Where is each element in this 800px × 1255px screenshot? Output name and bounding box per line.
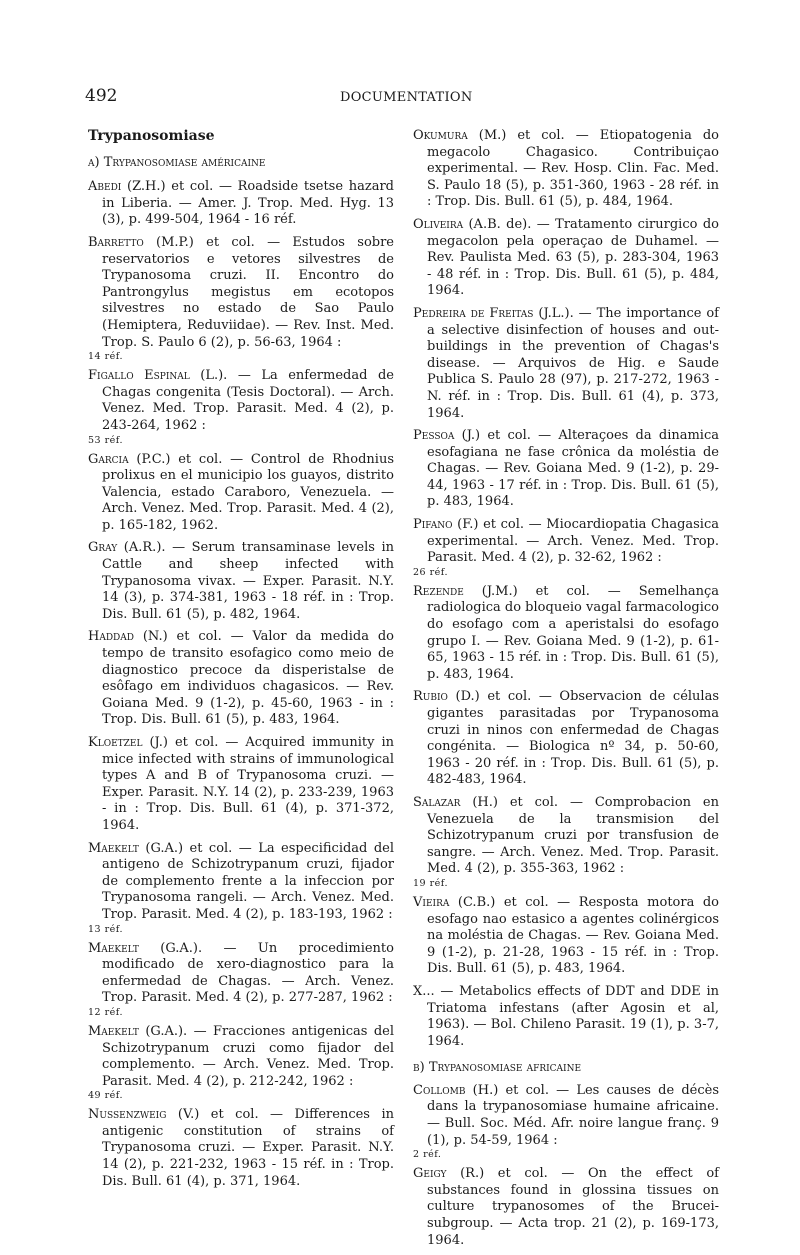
entry-refs: 26 réf.: [413, 566, 448, 578]
bibliography-entry: [413, 428, 719, 511]
bibliography-entry: [413, 895, 719, 978]
entry-text: (C.B.) et col. — Resposta motora do esofago nao estasico a agentes colinérgicos na moléstia de Chagas. — Rev. Goiana Med. 9 (1-2), p. 21-28, 1963 - 15 réf. in : Trop. Dis. Bull. 61 (5), p. 483, 1964.: [427, 894, 719, 977]
entry-author: Gray: [88, 540, 118, 556]
bibliography-entry: [88, 540, 394, 623]
section-title: Trypanosomiase: [88, 128, 215, 144]
entry-author: Barretto: [88, 234, 144, 250]
entry-author: Maekelt: [88, 940, 139, 956]
entry-text: (F.) et col. — Miocardiopatia Chagasica experimental. — Arch. Venez. Med. Trop. Parasit. Med. 4 (2), p. 32-62, 1962 :: [427, 517, 719, 566]
right-entries-b: [413, 1083, 719, 1249]
entry-author: Vieira: [413, 894, 450, 910]
entry-author: Pifano: [413, 517, 453, 533]
entry-text: (J.L.). — The importance of a selective disinfection of houses and out-buildings in the prevention of Chagas's disease. — Arquivos de Hig. e Saude Publica S. Paulo 28 (97), p. 217-272, 1963 - N. réf. in : Trop. Dis. Bull. 61 (4), p. 373, 1964.: [427, 305, 719, 421]
entry-author: Maekelt: [88, 840, 139, 856]
entry-text: (J.) et col. — Acquired immunity in mice infected with strains of immunological types A and B of Trypanosoma cruzi. — Exper. Parasit. N.Y. 14 (2), p. 233-239, 1963 - in : Trop. Dis. Bull. 61 (4), p. 371-372, 1964.: [102, 735, 394, 833]
entry-refs: 53 réf.: [88, 434, 123, 446]
bibliography-entry: [88, 941, 394, 1018]
entry-author: Maekelt: [88, 1023, 139, 1039]
entry-author: Figallo Espinal: [88, 368, 190, 384]
entry-author: Nussenzweig: [88, 1107, 167, 1123]
bibliography-entry: [88, 235, 394, 362]
entry-text: (A.B. de). — Tratamento cirurgico do megacolon pela operaçao de Duhamel. — Rev. Paulista Med. 63 (5), p. 283-304, 1963 - 48 réf. in : Trop. Dis. Bull. 61 (5), p. 484, 1964.: [427, 216, 719, 299]
entry-author: Salazar: [413, 794, 461, 810]
bibliography-entry: [413, 128, 719, 211]
entry-text: (V.) et col. — Differences in antigenic constitution of strains of Trypanosoma cruzi. — Exper. Parasit. N.Y. 14 (2), p. 221-232, 1963 - 15 réf. in : Trop. Dis. Bull. 61 (4), p. 371, 1964.: [102, 1107, 394, 1189]
entry-refs: 49 réf.: [88, 1090, 123, 1102]
entry-author: Rubio: [413, 689, 448, 705]
running-head: DOCUMENTATION: [340, 90, 473, 105]
bibliography-entry: [88, 368, 394, 445]
entry-author: Haddad: [88, 629, 134, 645]
left-entries: [88, 179, 394, 1190]
entry-refs: 19 réf.: [413, 877, 448, 889]
page-number: 492: [85, 86, 118, 106]
subsection-a-heading: a) Trypanosomiase américaine: [88, 154, 266, 170]
entry-text: (J.M.) et col. — Semelhança radiologica do bloqueio vagal farmacologico do esofago com a aperistalsi do esofago grupo I. — Rev. Goiana Med. 9 (1-2), p. 61-65, 1963 - 15 réf. in : Trop. Dis. Bull. 61 (5), p. 483, 1964.: [427, 583, 719, 682]
entry-text: (M.) et col. — Etiopatogenia do megacolo Chagasico. Contribuiçao experimental. — Rev. Hosp. Clin. Fac. Med. S. Paulo 18 (5), p. 351-360, 1963 - 28 réf. in : Trop. Dis. Bull. 61 (5), p. 484, 1964.: [427, 128, 719, 210]
subsection-b-heading: b) Trypanosomiase africaine: [413, 1060, 582, 1076]
bibliography-entry: [413, 584, 719, 684]
bibliography-entry: [413, 1083, 719, 1160]
bibliography-entry: [88, 629, 394, 729]
entry-text: (H.) et col. — Comprobacion en Venezuela de la transmision del Schizotrypanum cruzi por transfusion de sangre. — Arch. Venez. Med. Trop. Parasit. Med. 4 (2), p. 355-363, 1962 :: [427, 794, 719, 877]
bibliography-entry: [413, 1166, 719, 1249]
entry-text: (H.) et col. — Les causes de décès dans la trypanosomiase humaine africaine. — Bull. Soc. Méd. Afr. noire langue franç. 9 (1), p. 54-59, 1964 :: [427, 1082, 719, 1148]
entry-text: (J.) et col. — Alteraçoes da dinamica esofagiana ne fase crônica da moléstia de Chagas. — Rev. Goiana Med. 9 (1-2), p. 29-44, 1963 - 17 réf. in : Trop. Dis. Bull. 61 (5), p. 483, 1964.: [427, 428, 719, 510]
left-column: [88, 128, 394, 1196]
entry-author: Rezende: [413, 583, 464, 599]
entry-refs: 2 réf.: [413, 1149, 442, 1161]
bibliography-entry: [413, 306, 719, 422]
entry-author: Okumura: [413, 128, 468, 143]
entry-text: (A.R.). — Serum transaminase levels in Cattle and sheep infected with Trypanosoma vivax. — Exper. Parasit. N.Y. 14 (3), p. 374-381, 1963 - 18 réf. in : Trop. Dis. Bull. 61 (5), p. 482, 1964.: [102, 540, 394, 622]
entry-text: (G.A.). — Fracciones antigenicas del Schizotrypanum cruzi como fijador del complemento. — Arch. Venez. Med. Trop. Parasit. Med. 4 (2), p. 212-242, 1962 :: [102, 1023, 394, 1089]
entry-text: (G.A.) et col. — La especificidad del antigeno de Schizotrypanum cruzi, fijador de complemento frente a la infeccion por Trypanosoma rangeli. — Arch. Venez. Med. Trop. Parasit. Med. 4 (2), p. 183-193, 1962 :: [102, 840, 394, 922]
bibliography-entry: [88, 1024, 394, 1101]
entry-text: — Metabolics effects of DDT and DDE in Triatoma infestans (after Agosin et al, 1963). — Bol. Chileno Parasit. 19 (1), p. 3-7, 1964.: [427, 983, 719, 1049]
bibliography-entry: [88, 1107, 394, 1190]
entry-author: Pedreira de Freitas: [413, 305, 534, 321]
bibliography-entry: [88, 841, 394, 935]
entry-author: Geigy: [413, 1166, 447, 1182]
entry-text: (M.P.) et col. — Estudos sobre reservatorios e vetores silvestres de Trypanosoma cruzi. II. Encontro do Pantrongylus megistus em ecotopos silvestres no estado de Sao Paulo (Hemiptera, Reduviidae). — Rev. Inst. Med. Trop. S. Paulo 6 (2), p. 56-63, 1964 :: [102, 234, 394, 350]
bibliography-entry: [88, 735, 394, 835]
bibliography-entry: [413, 217, 719, 300]
bibliography-entry: [88, 179, 394, 229]
entry-text: (D.) et col. — Observacion de células gigantes parasitadas por Trypanosoma cruzi in ninos con enfermedad de Chagas congénita. — Biologica nº 34, p. 50-60, 1963 - 20 réf. in : Trop. Dis. Bull. 61 (5), p. 482-483, 1964.: [427, 689, 719, 788]
entry-author: Oliveira: [413, 216, 464, 232]
entry-author: Garcia: [88, 451, 129, 467]
right-entries-a: [413, 128, 719, 1050]
entry-author: X...: [413, 983, 435, 999]
entry-author: Kloetzel: [88, 735, 143, 750]
entry-author: Collomb: [413, 1082, 466, 1098]
entry-text: (Z.H.) et col. — Roadside tsetse hazard in Liberia. — Amer. J. Trop. Med. Hyg. 13 (3), p. 499-504, 1964 - 16 réf.: [102, 179, 394, 228]
entry-refs: 13 réf.: [88, 923, 123, 935]
entry-refs: 14 réf.: [88, 351, 123, 363]
bibliography-entry: [413, 795, 719, 889]
entry-text: (G.A.). — Un procedimiento modificado de xero-diagnostico para la enfermedad de Chagas. — Arch. Venez. Trop. Parasit. Med. 4 (2), p. 277-287, 1962 :: [102, 940, 394, 1006]
entry-refs: 12 réf.: [88, 1006, 123, 1018]
bibliography-entry: [413, 517, 719, 578]
entry-author: Abedi: [88, 179, 122, 195]
entry-text: (N.) et col. — Valor da medida do tempo de transito esofagico como meio de diagnostico precoce da disperistalse de esôfago em individuos chagasicos. — Rev. Goiana Med. 9 (1-2), p. 45-60, 1963 - in : Trop. Dis. Bull. 61 (5), p. 483, 1964.: [102, 629, 394, 728]
bibliography-entry: [88, 452, 394, 535]
entry-text: (R.) et col. — On the effect of substances found in glossina tissues on culture trypanosomes of the Brucei-subgroup. — Acta trop. 21 (2), p. 169-173, 1964.: [427, 1166, 719, 1248]
entry-text: (P.C.) et col. — Control de Rhodnius prolixus en el municipio los guayos, distrito Valencia, estado Caraboro, Venezuela. — Arch. Venez. Med. Trop. Parasit. Med. 4 (2), p. 165-182, 1962.: [102, 451, 394, 533]
right-column: [413, 128, 719, 1255]
entry-text: (L.). — La enfermedad de Chagas congenita (Tesis Doctoral). — Arch. Venez. Med. Trop. Parasit. Med. 4 (2), p. 243-264, 1962 :: [102, 368, 394, 433]
bibliography-entry: [413, 984, 719, 1050]
entry-author: Pessoa: [413, 428, 455, 444]
bibliography-entry: [413, 689, 719, 789]
